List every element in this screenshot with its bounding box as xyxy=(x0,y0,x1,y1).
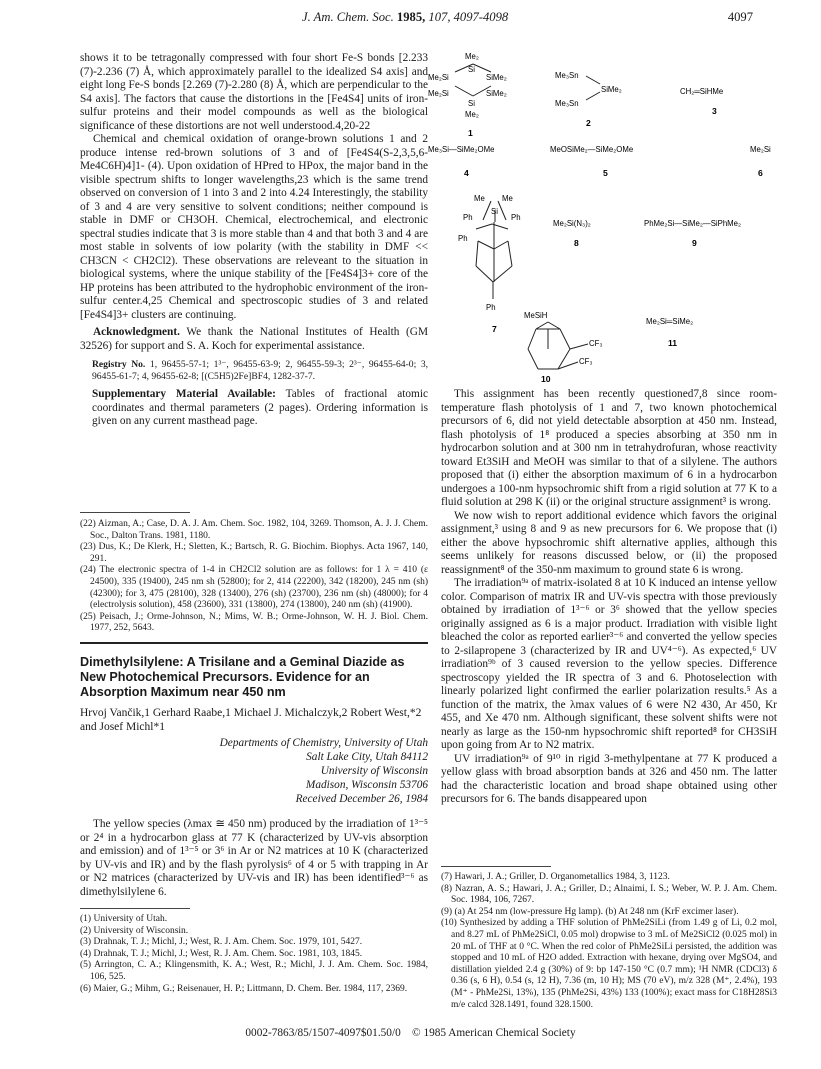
s5-formula: MeOSiMe₂—SiMe₂OMe xyxy=(550,145,634,154)
s1-sime2-lower-right: SiMe₂ xyxy=(486,89,507,98)
structure-label-1: 1 xyxy=(468,128,473,138)
affiliations xyxy=(80,736,428,806)
s7-me-left: Me xyxy=(474,194,485,203)
chemical-structures-figure xyxy=(428,44,798,386)
s7-ph-2: Ph xyxy=(511,213,521,222)
reference-item: (1) University of Utah. xyxy=(80,914,168,924)
journal-name: J. Am. Chem. Soc. xyxy=(302,10,394,24)
references-left-bottom xyxy=(80,914,428,995)
affiliation-line: Departments of Chemistry, University of Utah xyxy=(219,737,428,749)
structure-label-3: 3 xyxy=(712,106,717,116)
article-intro xyxy=(80,818,428,899)
acknowledgment xyxy=(80,326,428,353)
structure-label-5: 5 xyxy=(603,168,608,178)
s2-sime2: SiMe₂ xyxy=(601,85,622,94)
affiliation-line: Madison, Wisconsin 53706 xyxy=(305,779,428,791)
s1-me2si-upper-left: Me₂Si xyxy=(428,73,449,82)
left-column-body xyxy=(80,52,428,429)
structure-label-9: 9 xyxy=(692,238,697,248)
right-paragraph: This assignment has been recently questioned7,8 since room-temperature flash photolysis of 1 and 7, two known photochemical precursors of 6, did not yield detectable absorption at 450 nm. Instead, flash photolysis of 1⁸ produced a species absorbing at 350 nm in hydrocarbon solution and at 300 nm in tetrahydrofuran, whose reactivity toward Et3SiH and MeOH was similar to that of a silylene. The authors proposed that (i) either the absorption maximum of 6 in a hydrocarbon undergoes a 100-nm hypsochromic shift from a rigid solution at 77 K to a fluid solution at 298 K (ii) or the original structure assignment³ is wrong. xyxy=(441,388,777,508)
s1-me-bottom: Me₂ xyxy=(465,110,479,119)
left-paragraph: shows it to be tetragonally compressed with four short Fe-S bonds [2.233 (7)-2.236 (7) Å, which approximately parallel to the idealized S4 axis] and eight long Fe-S bonds [2.269 (7)-2.280 (8) Å, which are perpendicular to the S4 axis]. The factors that cause the distortions in the [Fe4S4] units of iron-sulfur proteins and their model compounds as well as the biological significance of these distortions are not well understood.4,20-22 xyxy=(80,52,428,132)
s8-formula: Me₂Si(N₃)₂ xyxy=(553,219,591,228)
reference-item: (6) Maier, G.; Mihm, G.; Reisenauer, H. P.; Littmann, D. Chem. Ber. 1984, 117, 2369. xyxy=(80,983,408,994)
structures-svg xyxy=(428,44,798,386)
s7-ph-3: Ph xyxy=(458,234,468,243)
running-header xyxy=(0,10,821,32)
s1-si-top: Si xyxy=(468,65,475,74)
journal-volume-pages: 107, 4097-4098 xyxy=(428,10,509,24)
left-paragraph: Chemical and chemical oxidation of orange-brown solutions 1 and 2 produce intense red-brown solutions of 3 and of [Fe4S4(S-2,3,5,6-Me4C6H)4]1- (4). Upon oxidation of HPred to HPox, the major band in the visible spectrum shifts to longer wavelengths,23 which is the same trend observed on conversion of 1 into 3 and 2 into 4.24 Interestingly, the stability of 3 and 4 are very sensitive to solvent conditions; neither compound is stable in DMF or CH3OH. Chemical, electrochemical, and electronic spectral studies indicate that 3 is more stable than 4 and that both 3 and 4 are most stable in solvents of iow polarity (with the stability in DMF << CH3CN < CH2Cl2). These observations are releveant to the situation in biological systems, where the unique stability of the [Fe4S4]3+ core of the HP proteins has been attributed to the hydrophobic environment of the iron-sulfur center.4,25 Chemical and spectroscopic studies of 3 and related [Fe4S4]3+ clusters are continuing. xyxy=(80,133,428,321)
reference-item: (23) Dus, K.; De Klerk, H.; Sletten, K.; Bartsch, R. G. Biochim. Biophys. Acta 1967, 140, 291. xyxy=(80,542,428,564)
acknowledgment-label: Acknowledgment. xyxy=(93,326,180,338)
s7-me-right: Me xyxy=(502,194,513,203)
article-divider xyxy=(80,642,428,644)
reference-item: (4) Drahnak, T. J.; Michl, J.; West, R. J. Am. Chem. Soc. 1981, 103, 1845. xyxy=(80,948,363,959)
reference-item: (25) Peisach, J.; Orme-Johnson, N.; Mims, W. B.; Orme-Johnson, W. H. J. Biol. Chem. 1977, 252, 5643. xyxy=(80,611,428,634)
footnote-divider xyxy=(80,908,190,909)
right-paragraph: We now wish to report additional evidence which favors the original assignment,³ using 8 and 9 as new precursors for 6. We propose that (i) either the above hypsochromic shift alternative applies, although this seems unlikely for reasons discussed below, or (ii) the proposed reassignment⁸ of the 350-nm maximum to ground state 6 is wrong. xyxy=(441,509,777,576)
reference-item: (8) Nazran, A. S.; Hawari, J. A.; Griller, D.; Alnaimi, I. S.; Weber, W. P. J. Am. Chem. Soc. 1984, 106, 7267. xyxy=(441,883,777,906)
reference-item: (7) Hawari, J. A.; Griller, D. Organometallics 1984, 3, 1123. xyxy=(441,872,670,882)
structure-label-10: 10 xyxy=(541,374,551,384)
right-paragraph: The irradiation⁹ᵃ of matrix-isolated 8 at 10 K induced an intense yellow color. Comparison of matrix IR and UV-vis spectra with those previously obtained by irradiation of 1³⁻⁶ or 3⁶ showed that the yellow species originally assigned as 6 is a major product. Irradiation with visible light bleached the color as reported earlier³⁻⁶ and converted the yellow species to 2-silapropene 3 (characterized by IR and UV⁴⁻⁶). As expected,⁶ UV irradiation⁹ᵇ of 3 caused reversion to the yellow species. Difference spectroscopy yielded the IR spectra of 3 and 6. Photoselection with linearly polarized light confirmed the earlier polarization results.⁵ As a function of the matrix, the λmax values of 6 were N2 430, Ar 450, Kr 455, and Xe 470 nm. Although significant, these solvent shifts were not nearly as large as the 150-nm hypsochromic shift reported⁸ for CH3SiH upon going from Ar to N2 matrix. xyxy=(441,577,777,751)
references-right xyxy=(441,872,777,1011)
s1-sime2-upper-right: SiMe₂ xyxy=(486,73,507,82)
reference-item: (5) Arrington, C. A.; Klingensmith, K. A.; West, R.; Michl, J. J. Am. Chem. Soc. 1984, 106, 525. xyxy=(80,960,428,982)
received-date: Received December 26, 1984 xyxy=(295,793,428,805)
reference-item: (9) (a) At 254 nm (low-pressure Hg lamp). (b) At 248 nm (KrF excimer laser). xyxy=(441,906,739,917)
s4-formula: Me₃Si—SiMe₂OMe xyxy=(428,145,495,154)
reference-item: (10) Synthesized by adding a THF solution of PhMe2SiLi (from 1.49 g of Li, 0.2 mol, and 8.27 mL of PhMe2SiCl, 0.05 mol) dropwise to 3 mL of Me2SiCl2 (0.025 mol) in 20 mL of THF at 0 °C. When the red color of PhMe2SiLi persisted, the addition was stopped and 10 mL of H2O added. Extraction with hexane, drying over MgSO4, and distillation yielded 2.4 g (30%) of 9: bp 147-150 °C (0.7 mm); ¹H NMR (CDCl3) δ 0.36 (s, 6 H), 0.54 (s, 12 H), 7.36 (m, 10 H); MS (70 eV), m/z 328 (M⁺, 2.4%), 193 (M⁺ - PhMe2Si, 13%), 135 (PhMe2Si, 43%) 133 (100%); exact mass for C18H28Si3 m/e calcd 328.1491, found 328.1500. xyxy=(441,918,777,1010)
journal-year: 1985, xyxy=(396,10,426,24)
footnote-divider xyxy=(441,866,551,867)
supplementary-label: Supplementary Material Available: xyxy=(92,388,276,401)
reference-item: (2) University of Wisconsin. xyxy=(80,925,189,936)
s1-si-bottom: Si xyxy=(468,99,475,108)
s2-me3sn-bottom: Me₃Sn xyxy=(555,99,579,108)
s11-formula: Me₂Si═SiMe₂ xyxy=(646,317,694,326)
supplementary-material xyxy=(80,388,428,429)
registry-text: 1, 96455-57-1; 1³⁻, 96455-63-9; 2, 96455-59-3; 2³⁻, 96455-64-0; 3, 96455-61-7; 4, 96455-62-8; [(C5H5)2Fe]BF4, 1282-37-7. xyxy=(92,359,429,382)
supplementary-text: Tables of fractional atomic coordinates and thermal parameters (2 pages). Ordering information is given on any current masthead page. xyxy=(92,388,428,428)
journal-citation xyxy=(302,10,508,25)
structure-label-2: 2 xyxy=(586,118,591,128)
references-left-top xyxy=(80,519,428,635)
affiliation-line: University of Wisconsin xyxy=(320,765,428,777)
s7-si: Si xyxy=(491,207,498,216)
s10-cf3-b: CF₃ xyxy=(579,357,593,366)
page-footer xyxy=(0,1027,821,1039)
s7-ph-4: Ph xyxy=(486,303,496,312)
structure-label-8: 8 xyxy=(574,238,579,248)
s1-me2si-lower-left: Me₂Si xyxy=(428,89,449,98)
footnote-divider xyxy=(80,512,190,513)
intro-paragraph: The yellow species (λmax ≅ 450 nm) produced by the irradiation of 1³⁻⁵ or 2⁴ in a hydrocarbon glass at 77 K (characterized by UV-vis absorption and emission) and of 1³⁻⁵ or 3⁶ in Ar or N2 matrices at 10 K (characterized by UV-vis and IR) and by the flash pyrolysis⁶ of 4 or 5 with trapping in Ar or N2 matrices (characterized by UV-vis and IR) has been identified³⁻⁶ as dimethylsilylene 6. xyxy=(80,818,428,898)
reference-item: (3) Drahnak, T. J.; Michl, J.; West, R. J. Am. Chem. Soc. 1979, 101, 5427. xyxy=(80,937,363,948)
s6-formula: Me₂Si xyxy=(750,145,771,154)
page-number: 4097 xyxy=(727,10,753,24)
footer-code: 0002-7863/85/1507-4097$01.50/0 xyxy=(245,1027,401,1039)
s10-mesih: MeSiH xyxy=(524,311,548,320)
s3-formula: CH₂═SiHMe xyxy=(680,87,724,96)
affiliation-line: Salt Lake City, Utah 84112 xyxy=(306,751,428,763)
s10-cf3-a: CF₃ xyxy=(589,339,603,348)
structure-label-11: 11 xyxy=(668,338,678,348)
s2-me3sn-top: Me₃Sn xyxy=(555,71,579,80)
structure-label-4: 4 xyxy=(464,168,469,178)
article-authors: Hrvoj Vančik,1 Gerhard Raabe,1 Michael J. Michalczyk,2 Robert West,*2 and Josef Michl*1 xyxy=(80,707,422,733)
registry-numbers xyxy=(80,359,428,382)
registry-label: Registry No. xyxy=(92,359,146,370)
acknowledgment-text: We thank the National Institutes of Health (GM 32526) for support and S. A. Koch for experimental assistance. xyxy=(80,326,429,352)
structure-label-7: 7 xyxy=(492,324,497,334)
reference-item: (24) The electronic spectra of 1-4 in CH2Cl2 solution are as follows: for 1 λ = 410 (ε 24500), 335 (19400), 245 nm sh (52800); for 2, 414 (22200), 342 (18200), 245 nm (sh) (42300); for 3, 475 (28100), 328 (13400), 276 (sh) (23700), 236 nm (sh) (48000); for 4 (electrolysis solution), 458 (23600), 331 (13800), 274 (13800), 240 nm (sh) (41900). xyxy=(80,565,428,611)
s1-me-top: Me₂ xyxy=(465,52,479,61)
footer-copyright: © 1985 American Chemical Society xyxy=(412,1027,576,1039)
s7-ph-1: Ph xyxy=(463,213,473,222)
reference-item: (22) Aizman, A.; Case, D. A. J. Am. Chem. Soc. 1982, 104, 3269. Thomson, A. J. J. Chem. Soc., Dalton Trans. 1981, 1180. xyxy=(80,519,428,541)
right-column-body xyxy=(441,388,777,807)
structure-label-6: 6 xyxy=(758,168,763,178)
s9-formula: PhMe₂Si—SiMe₂—SiPhMe₂ xyxy=(644,219,742,228)
article-title: Dimethylsilylene: A Trisilane and a Geminal Diazide as New Photochemical Precursors. Evidence for an Absorption Maximum near 450 nm xyxy=(80,655,405,699)
right-paragraph: UV irradiation⁹ᵃ of 9¹⁰ in rigid 3-methylpentane at 77 K produced a yellow glass with broad absorption bands at 326 and 450 nm. The latter had the characteristic location and broad shape obtained using other precursors for 6. The bands disappeared upon xyxy=(441,752,777,805)
